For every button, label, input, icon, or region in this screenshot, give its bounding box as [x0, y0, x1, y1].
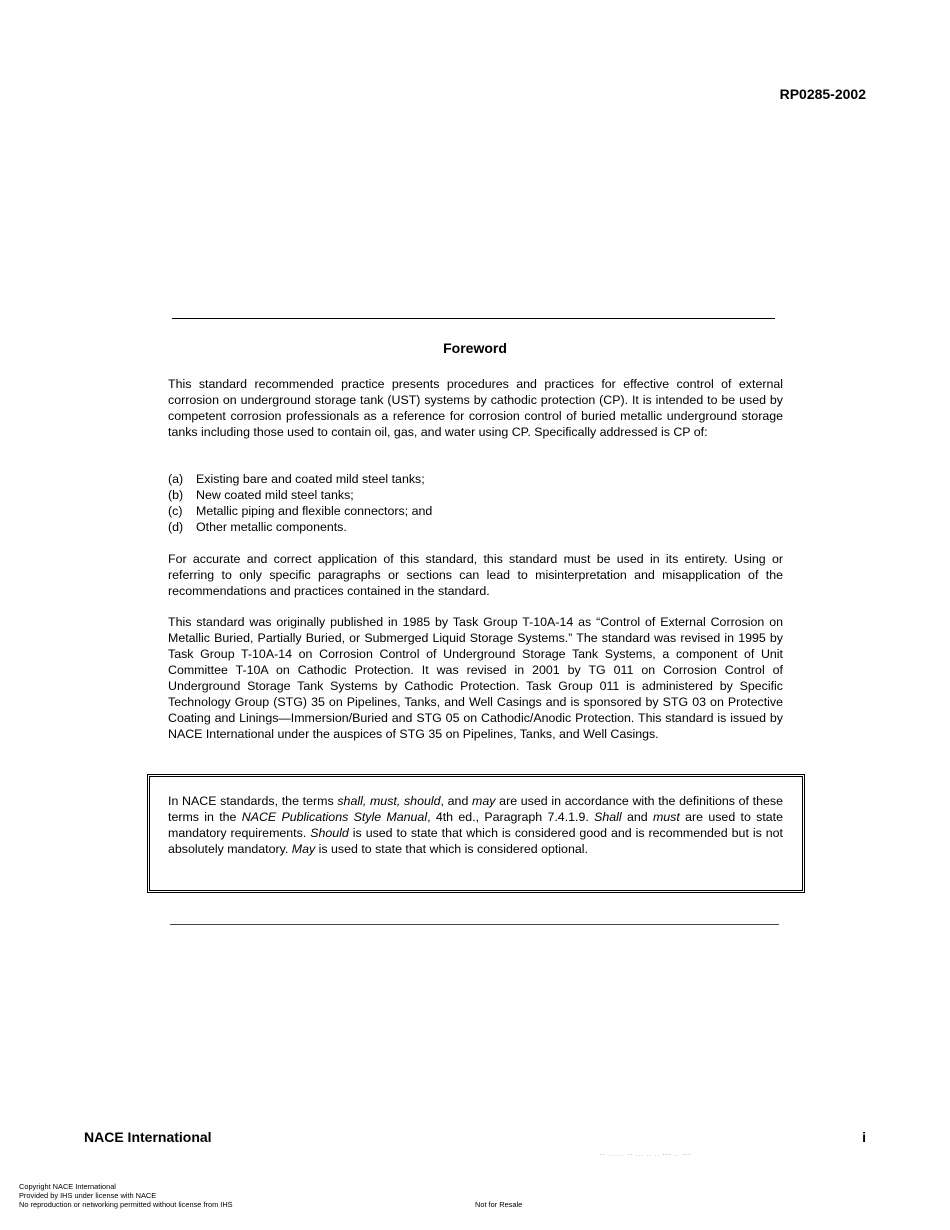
copyright-line: No reproduction or networking permitted without license from IHS [19, 1200, 233, 1209]
not-for-resale-notice: Not for Resale [475, 1200, 523, 1209]
list-item [168, 471, 783, 487]
list-marker: (a) [168, 472, 184, 486]
scan-artifact-text: -- ...... -- ... .. .. --- .. --- [600, 1152, 692, 1158]
footer-organization: NACE International [84, 1129, 212, 1145]
style-manual-title: NACE Publications Style Manual [241, 810, 428, 824]
list-text: New coated mild steel tanks; [196, 488, 354, 502]
copyright-line: Provided by IHS under license with NACE [19, 1191, 157, 1200]
list-marker: (c) [168, 504, 183, 518]
foreword-paragraph-2: For accurate and correct application of this standard, this standard must be used in its entirety. Using or referring to only specific paragraphs or sections can lead to misinterpretation and misapplication of the recommendations and practices contained in the standard. [168, 552, 783, 598]
list-item [168, 487, 783, 503]
list-text: Metallic piping and flexible connectors; and [196, 504, 433, 518]
foreword-paragraph-3: This standard was originally published in 1985 by Task Group T-10A-14 as “Control of External Corrosion on Metallic Buried, Partially Buried, or Submerged Liquid Storage Systems.” The standard was revised in 1995 by Task Group T-10A-14 on Corrosion Control of Underground Storage Tank Systems, a component of Unit Committee T-10A on Cathodic Protection. It was revised in 2001 by TG 011 on Corrosion Control of Underground Storage Tank Systems by Cathodic Protection. Task Group 011 is administered by Specific Technology Group (STG) 35 on Pipelines, Tanks, and Well Casings and is sponsored by STG 03 on Protective Coating and Linings—Immersion/Buried and STG 05 on Cathodic/Anodic Protection. This standard is issued by NACE International under the auspices of STG 35 on Pipelines, Tanks, and Well Casings. [168, 615, 783, 741]
copyright-notice [19, 1182, 233, 1209]
list-marker: (d) [168, 520, 184, 534]
copyright-line: Copyright NACE International [19, 1182, 116, 1191]
cp-scope-list [168, 471, 783, 535]
list-item [168, 519, 783, 535]
foreword-title: Foreword [443, 340, 507, 356]
terminology-note: In NACE standards, the terms shall, must, should, and may are used in accordance with the definitions of these terms in the NACE Publications Style Manual, 4th ed., Paragraph 7.4.1.9. Shall and must are used to state mandatory requirements. Should is used to state that which is considered good and is recommended but is not absolutely mandatory. May is used to state that which is considered optional. [168, 794, 784, 856]
list-text: Other metallic components. [196, 520, 347, 534]
document-id: RP0285-2002 [779, 86, 866, 102]
list-item [168, 503, 783, 519]
list-text: Existing bare and coated mild steel tanks; [196, 472, 425, 486]
top-divider [172, 318, 775, 319]
bottom-divider [170, 924, 779, 925]
page-number: i [862, 1129, 866, 1145]
list-marker: (b) [168, 488, 184, 502]
foreword-paragraph-1: This standard recommended practice presents procedures and practices for effective control of external corrosion on underground storage tank (UST) systems by cathodic protection (CP). It is intended to be used by competent corrosion professionals as a reference for corrosion control of buried metallic underground storage tanks including those used to contain oil, gas, and water using CP. Specifically addressed is CP of: [168, 377, 783, 439]
